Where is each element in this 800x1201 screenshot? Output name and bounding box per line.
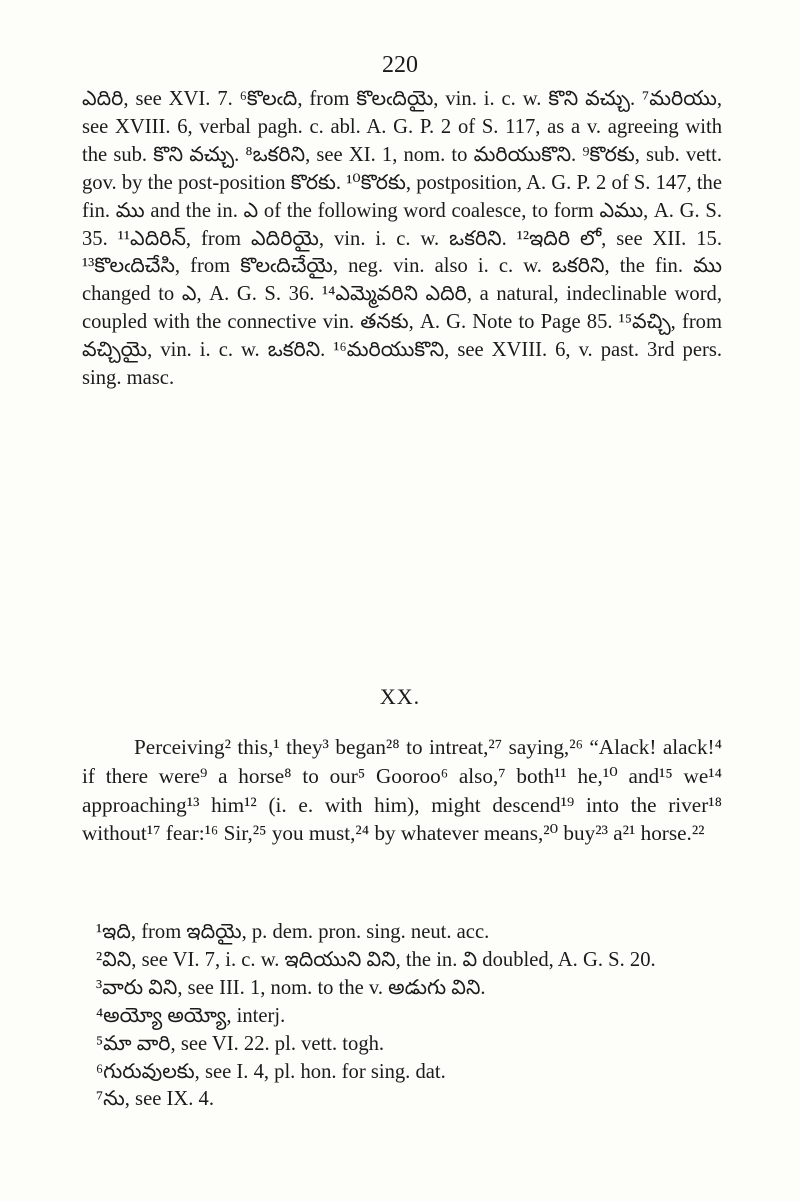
section-heading: XX.	[379, 684, 421, 709]
bottom-footnotes	[82, 919, 722, 1114]
footnote-4: ⁴అయ్యో అయ్యో, interj.	[96, 1004, 286, 1027]
paragraph-text: Perceiving² this,¹ they³ began²⁸ to intreat,²⁷ saying,²⁶ “Alack! alack!⁴ if there were⁹ a horse⁸ to our⁵ Gooroo⁶ also,⁷ both¹¹ he,¹⁰ and¹⁵ we¹⁴ approaching¹³ him¹² (i. e. with him), might descend¹⁹ into the river¹⁸ without¹⁷ fear:¹⁶ Sir,²⁵ you must,²⁴ by whatever means,²⁰ buy²³ a²¹ horse.²²	[82, 735, 722, 846]
footnote-5: ⁵మా వారి, see VI. 22. pl. vett. togh.	[96, 1032, 385, 1055]
footnote-2: ²విని, see VI. 7, i. c. w. ఇదియుని విని, the in. వి doubled, A. G. S. 20.	[96, 948, 656, 971]
page-number: 220	[382, 52, 418, 78]
top-footnotes	[82, 86, 722, 393]
translation-paragraph	[82, 733, 722, 848]
footnote-block: ఎదిరి, see XVI. 7. ⁶కొలఁది, from కొలఁదియై, vin. i. c. w. కొని వచ్చు. ⁷మరియు, see XVIII. 6, verbal pagh. c. abl. A. G. P. 2 of S. 117, as a v. agreeing with the sub. కొని వచ్చు. ⁸ఒకరిని, see XI. 1, nom. to మరియుకొని. ⁹కొరకు, sub. vett. gov. by the post-position కొరకు. ¹⁰కొరకు, postposition, A. G. P. 2 of S. 147, the fin. ము and the in. ఎ of the following word coalesce, to form ఎము, A. G. S. 35. ¹¹ఎదిరిన్, from ఎదిరియై, vin. i. c. w. ఒకరిని. ¹²ఇదిరి లో, see XII. 15. ¹³కొలఁదిచేసి, from కొలఁదిచేయై, neg. vin. also i. c. w. ఒకరిని, the fin. ము changed to ఎ, A. G. S. 36. ¹⁴ఎమ్మెవరిని ఎదిరి, a natural, indeclinable word, coupled with the connective vin. తనకు, A. G. Note to Page 85. ¹⁵వచ్చి, from వచ్చియై, vin. i. c. w. ఒకరిని. ¹⁶మరియుకొని, see XVIII. 6, v. past. 3rd pers. sing. masc.	[82, 88, 722, 390]
footnote-1: ¹ఇది, from ఇదియై, p. dem. pron. sing. neut. acc.	[96, 921, 490, 943]
footnote-7: ⁷ను, see IX. 4.	[96, 1088, 214, 1111]
footnote-6: ⁶గురువులకు, see I. 4, pl. hon. for sing. dat.	[96, 1060, 446, 1083]
footnote-3: ³వారు విని, see III. 1, nom. to the v. అడుగు విని.	[96, 976, 486, 999]
